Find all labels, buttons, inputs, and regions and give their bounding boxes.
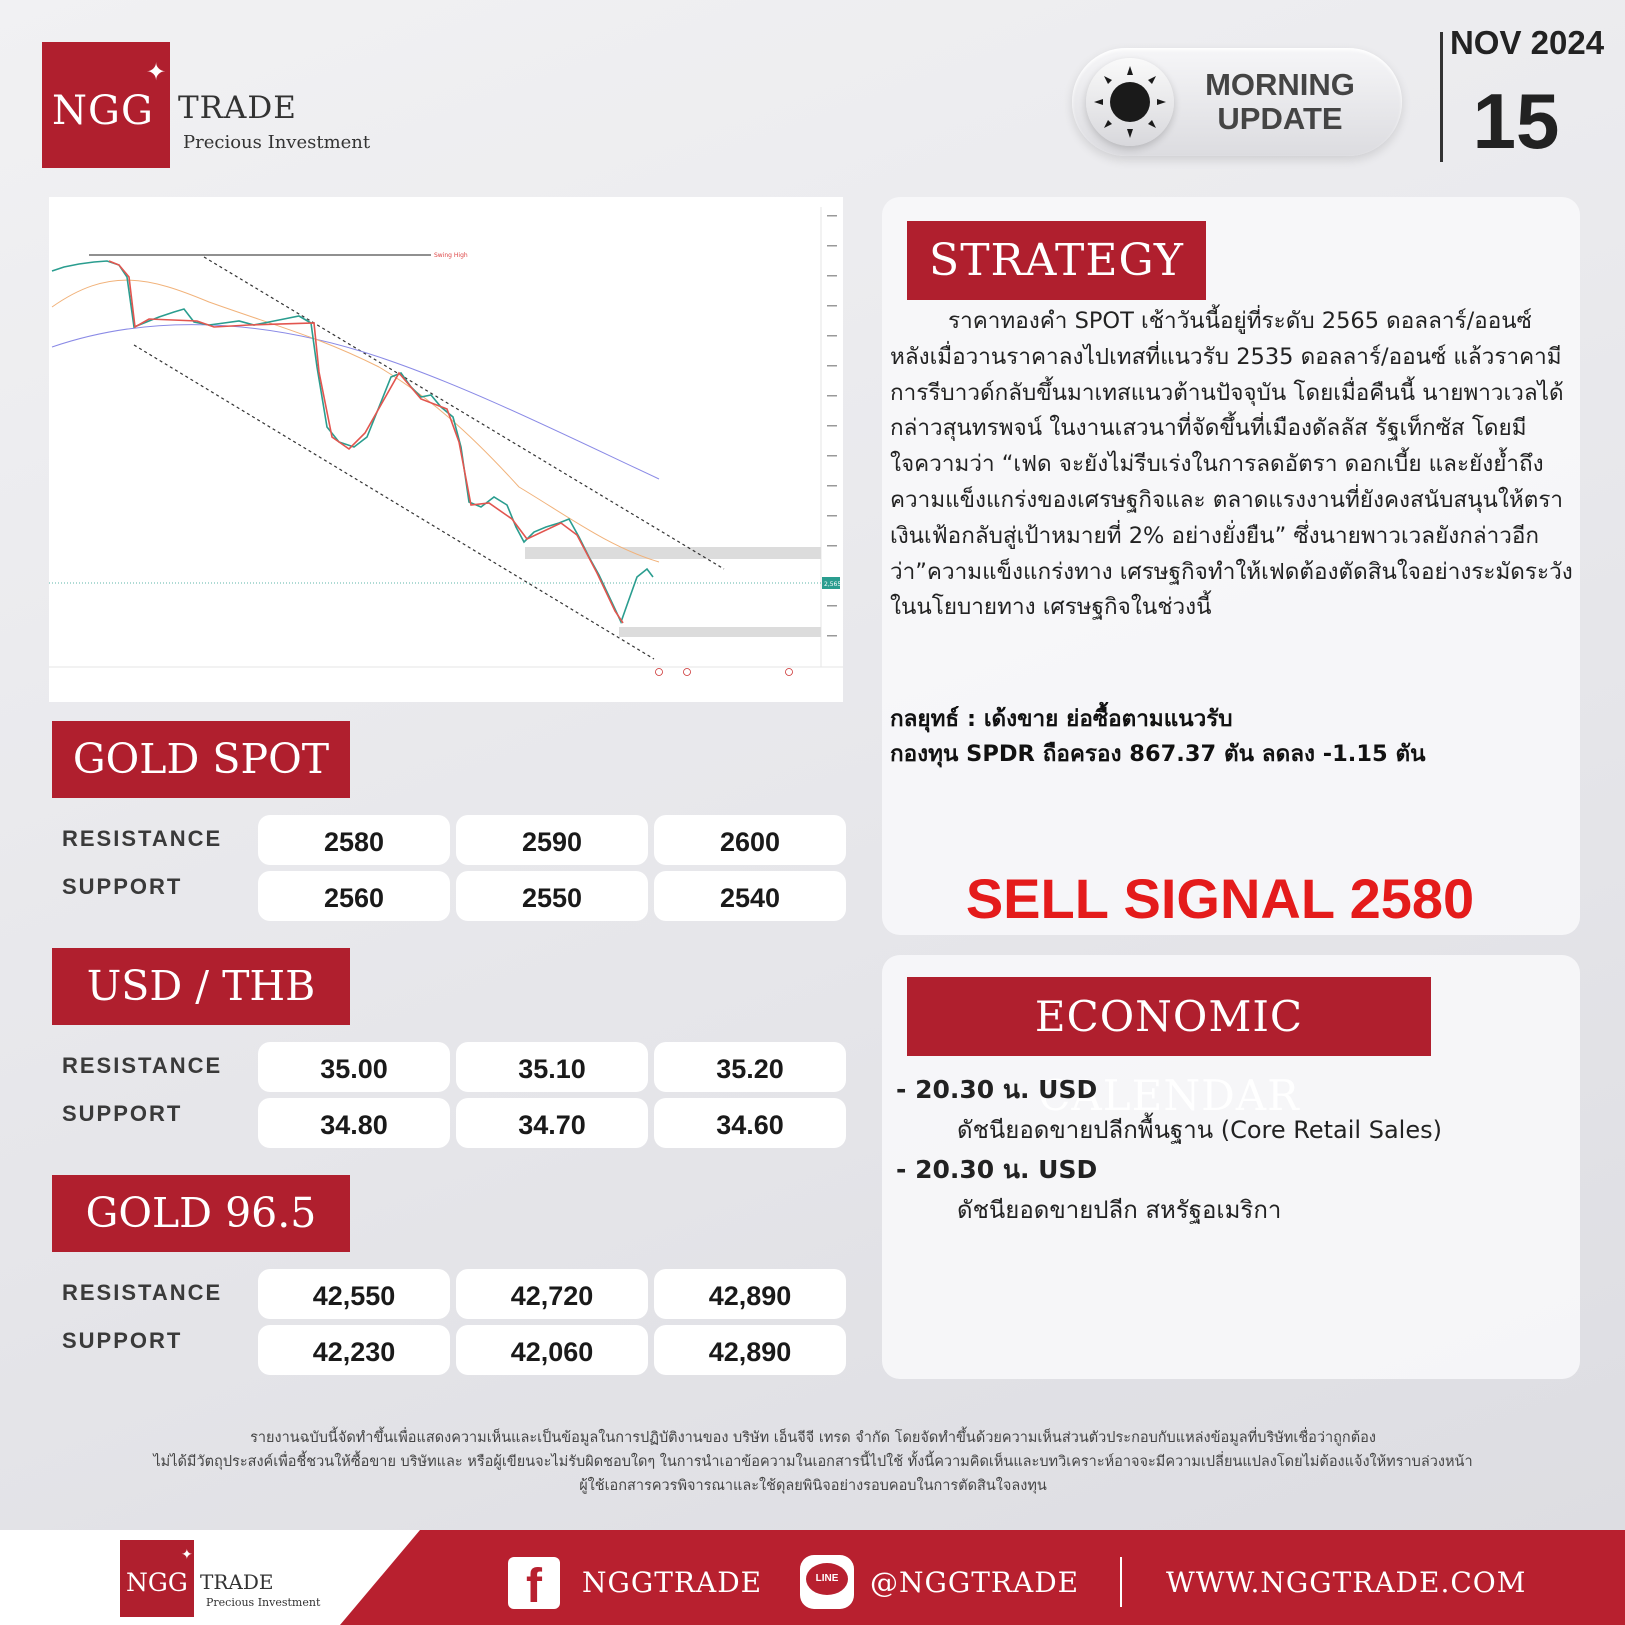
gold-spot-support-3: 2540 — [654, 871, 846, 921]
date-day: 15 — [1472, 77, 1560, 165]
gold-965-resistance-3: 42,890 — [654, 1269, 846, 1319]
economic-calendar-title: ECONOMIC CALENDAR — [907, 977, 1431, 1056]
badge-line-2: UPDATE — [1217, 101, 1343, 136]
logo-trade-text: TRADE — [178, 90, 297, 126]
gold-spot-support-1: 2560 — [258, 871, 450, 921]
disclaimer-line-1: รายงานฉบับนี้จัดทำขึ้นเพื่อแสดงความเห็นและเป็นข้อมูลในการปฏิบัติงานของ บริษัท เอ็นจีจี เทรด จำกัด โดยจัดทำขึ้นด้วยความเห็นส่วนตัวประกอบกับแหล่งข้อมูลที่บริษัทเชื่อว่าถูกต้อง — [250, 1430, 1376, 1446]
strategy-tactic: กลยุทธ์ : เด้งขาย ย่อซื้อตามแนวรับ — [890, 706, 1233, 732]
usd-thb-support-2: 34.70 — [456, 1098, 648, 1148]
gold-spot-support-2: 2550 — [456, 871, 648, 921]
website-link[interactable]: WWW.NGGTRADE.COM — [1166, 1566, 1527, 1599]
event-1-time: - 20.30 น. USD — [896, 1075, 1098, 1104]
logo-star-icon: ✦ — [146, 58, 167, 86]
event-2-desc: ดัชนียอดขายปลีก สหรัฐอเมริกา — [957, 1196, 1282, 1224]
chart-price-tag: 2,565 — [824, 581, 842, 588]
gold-spot-resistance-label: RESISTANCE — [62, 826, 223, 851]
gold-965-support-2: 42,060 — [456, 1325, 648, 1375]
price-chart-graphic — [49, 197, 843, 702]
usd-thb-resistance-3: 35.20 — [654, 1042, 846, 1092]
event-2-time: - 20.30 น. USD — [896, 1155, 1098, 1184]
strategy-title: STRATEGY — [907, 221, 1206, 300]
sun-icon — [1086, 58, 1174, 146]
usd-thb-support-1: 34.80 — [258, 1098, 450, 1148]
gold-965-title: GOLD 96.5 — [52, 1175, 350, 1252]
price-chart — [49, 197, 843, 702]
gold-spot-resistance-1: 2580 — [258, 815, 450, 865]
spdr-holdings: กองทุน SPDR ถือครอง 867.37 ตัน ลดลง -1.15 ตัน — [890, 741, 1426, 767]
gold-965-resistance-2: 42,720 — [456, 1269, 648, 1319]
footer-logo-star-icon: ✦ — [181, 1547, 193, 1563]
gold-spot-support-label: SUPPORT — [62, 874, 183, 899]
usd-thb-title: USD / THB — [52, 948, 350, 1025]
disclaimer-line-3: ผู้ใช้เอกสารควรพิจารณาและใช้ดุลยพินิจอย่างรอบคอบในการตัดสินใจลงทุน — [579, 1478, 1047, 1494]
gold-965-support-3: 42,890 — [654, 1325, 846, 1375]
badge-line-1: MORNING — [1205, 67, 1355, 102]
gold-965-resistance-label: RESISTANCE — [62, 1280, 223, 1305]
gold-965-support-label: SUPPORT — [62, 1328, 183, 1353]
line-handle[interactable]: @NGGTRADE — [870, 1566, 1080, 1599]
logo-tagline: Precious Investment — [183, 132, 371, 153]
date-month-year: NOV 2024 — [1449, 24, 1605, 61]
usd-thb-support-label: SUPPORT — [62, 1101, 183, 1126]
line-icon-bubble: LINE — [806, 1563, 848, 1595]
event-1-desc: ดัชนียอดขายปลีกพื้นฐาน (Core Retail Sales) — [957, 1116, 1442, 1144]
sell-signal: SELL SIGNAL 2580 — [965, 867, 1475, 930]
footer-logo-tagline: Precious Investment — [206, 1596, 321, 1609]
swing-high-label: Swing High — [434, 252, 468, 259]
disclaimer-line-2: ไม่ได้มีวัตถุประสงค์เพื่อชี้ชวนให้ซื้อขาย บริษัทและ หรือผู้เขียนจะไม่รับผิดชอบใดๆ ในการนำเอาข้อความในเอกสารนี้ไปใช้ ทั้งนี้ความคิดเห็นและบทวิเคราะห์อาจจะมีความเปลี่ยนแปลงโดยไม่ต้องแจ้งให้ทราบล่วงหน้า — [153, 1454, 1473, 1470]
morning-update-label — [1180, 68, 1380, 136]
usd-thb-resistance-label: RESISTANCE — [62, 1053, 223, 1078]
gold-965-support-1: 42,230 — [258, 1325, 450, 1375]
facebook-icon[interactable]: f — [508, 1557, 560, 1609]
logo-ngg-text: NGG — [52, 88, 154, 134]
usd-thb-support-3: 34.60 — [654, 1098, 846, 1148]
footer-logo-trade: TRADE — [200, 1570, 274, 1594]
gold-spot-resistance-3: 2600 — [654, 815, 846, 865]
footer-logo-ngg: NGG — [126, 1568, 188, 1597]
footer-separator — [1120, 1557, 1122, 1607]
gold-965-resistance-1: 42,550 — [258, 1269, 450, 1319]
usd-thb-resistance-2: 35.10 — [456, 1042, 648, 1092]
strategy-paragraph: ราคาทองคำ SPOT เช้าวันนี้อยู่ที่ระดับ 2565 ดอลลาร์/ออนซ์ หลังเมื่อวานราคาลงไปเทสที่แนวรับ 2535 ดอลลาร์/ออนซ์ แล้วราคามีการรีบาวด์กลับขึ้นมาเทสแนวต้านปัจจุบัน โดยเมื่อคืนนี้ นายพาวเวลได้กล่าวสุนทรพจน์ ในงานเสวนาที่จัดขึ้นที่เมืองดัลลัส รัฐเท็กซัส โดยมีใจความว่า “เฟด จะยังไม่รีบเร่งในการลดอัตรา ดอกเบี้ย และยังย้ำถึงความแข็งแกร่งของเศรษฐกิจและ ตลาดแรงงานที่ยังคงสนับสนุนให้ตราเงินเฟ้อกลับสู่เป้าหมายที่ 2% อย่างยั่งยืน” ซึ่งนายพาวเวลยังกล่าวอีกว่า”ความแข็งแกร่งทาง เศรษฐกิจทำให้เฟดต้องตัดสินใจอย่างระมัดระวังในนโยบายทาง เศรษฐกิจในช่วงนี้ — [890, 308, 1573, 621]
facebook-handle[interactable]: NGGTRADE — [582, 1566, 763, 1599]
gold-spot-title: GOLD SPOT — [52, 721, 350, 798]
usd-thb-resistance-1: 35.00 — [258, 1042, 450, 1092]
gold-spot-resistance-2: 2590 — [456, 815, 648, 865]
